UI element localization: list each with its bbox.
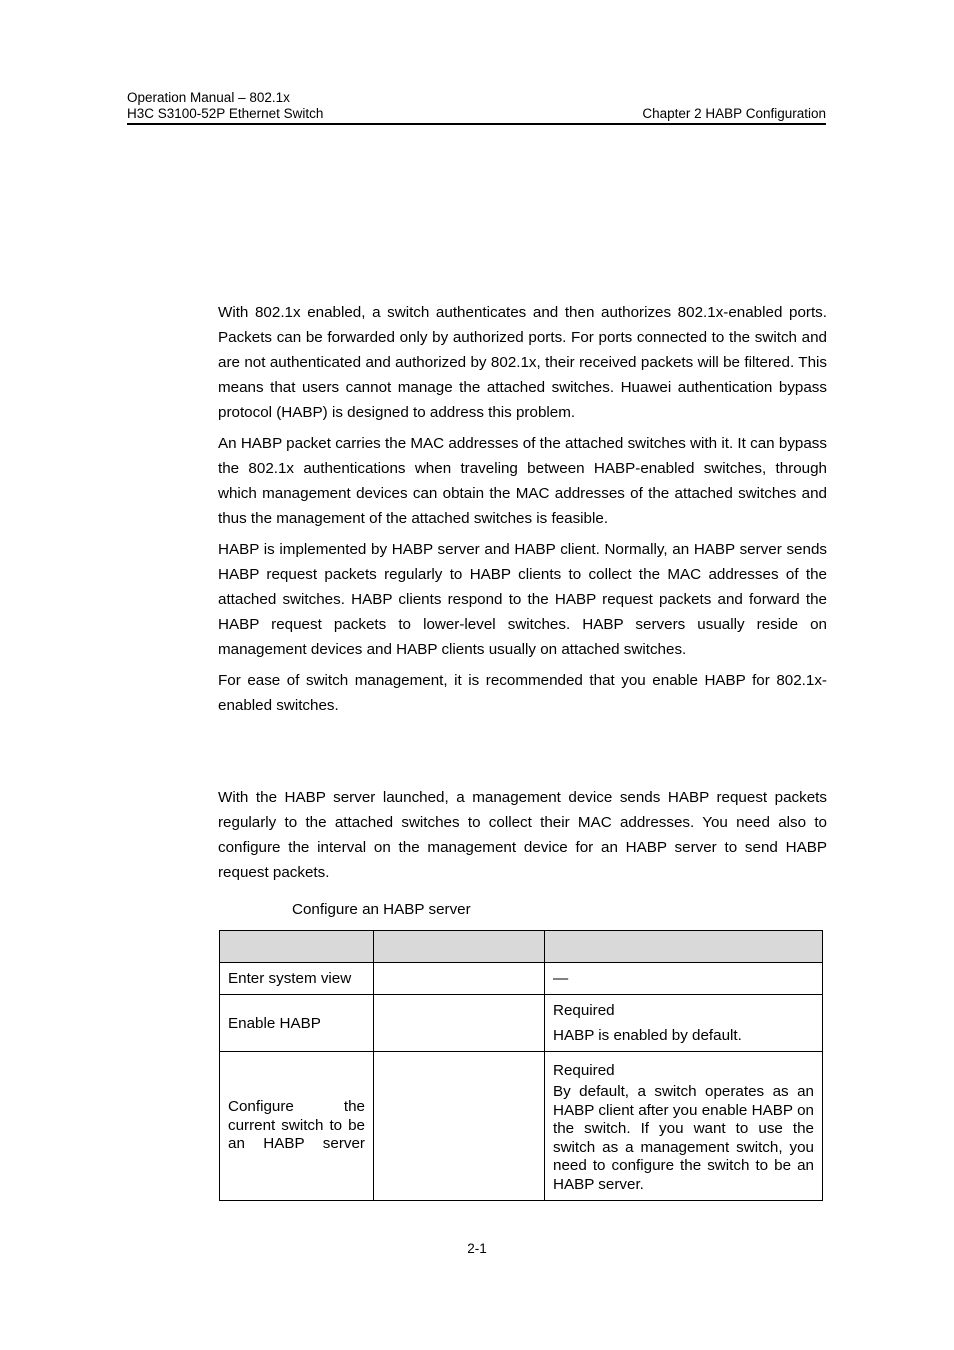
table-header-row [220,931,823,963]
running-header-left [127,90,323,122]
intro-section [218,300,827,724]
operation-cell: Enter system view [220,963,374,995]
remarks-cell [545,995,823,1052]
command-cell [374,1052,545,1201]
remarks-description: By default, a switch operates as an HABP client after you enable HABP on the switch. If you want to use the switch as a management switch, you need to configure the switch to be an HABP server. [553,1083,814,1193]
manual-title: Operation Manual – 802.1x [127,90,290,105]
table-caption: Configure an HABP server [292,901,471,918]
table-row [220,1052,823,1201]
header-operation [220,931,374,963]
remarks-description: HABP is enabled by default. [553,1027,742,1044]
intro-paragraph: An HABP packet carries the MAC addresses of the attached switches with it. It can bypass the 802.1x authentications when traveling between HABP-enabled switches, through which management devices can obtain the MAC addresses of the attached switches and thus the management of the attached switches is feasible. [218,435,827,527]
operation-cell: Enable HABP [220,995,374,1052]
habp-server-config-table [219,930,823,1201]
header-divider [127,123,826,125]
remarks-cell: — [545,963,823,995]
remarks-requirement: Required [553,1002,615,1019]
chapter-title: Chapter 2 HABP Configuration [642,106,826,121]
product-name: H3C S3100-52P Ethernet Switch [127,106,324,121]
server-paragraph: With the HABP server launched, a management device sends HABP request packets regularly to the attached switches to collect their MAC addresses. You need also to configure the interval on the management device for an HABP server to send HABP request packets. [218,789,827,881]
header-command [374,931,545,963]
page-number: 2-1 [467,1241,487,1256]
operation-cell: Configure the current switch to be an HABP server [220,1052,374,1201]
remarks-requirement: Required [553,1062,615,1079]
command-cell [374,995,545,1052]
intro-paragraph: With 802.1x enabled, a switch authenticates and then authorizes 802.1x-enabled ports. Packets can be forwarded only by authorized ports. For ports connected to the switch and are not authenticated and authorized by 802.1x, their received packets will be filtered. This means that users cannot manage the attached switches. Huawei authentication bypass protocol (HABP) is designed to address this problem. [218,304,827,421]
command-cell [374,963,545,995]
table-row [220,963,823,995]
intro-paragraph: HABP is implemented by HABP server and HABP client. Normally, an HABP server sends HABP request packets regularly to HABP clients to collect the MAC addresses of the attached switches. HABP clients respond to the HABP request packets and forward the HABP request packets to lower-level switches. HABP servers usually reside on management devices and HABP clients usually on attached switches. [218,541,827,658]
table-row [220,995,823,1052]
header-remarks [545,931,823,963]
intro-paragraph: For ease of switch management, it is recommended that you enable HABP for 802.1x-enabled switches. [218,672,827,714]
server-section [218,785,827,891]
remarks-cell [545,1052,823,1201]
